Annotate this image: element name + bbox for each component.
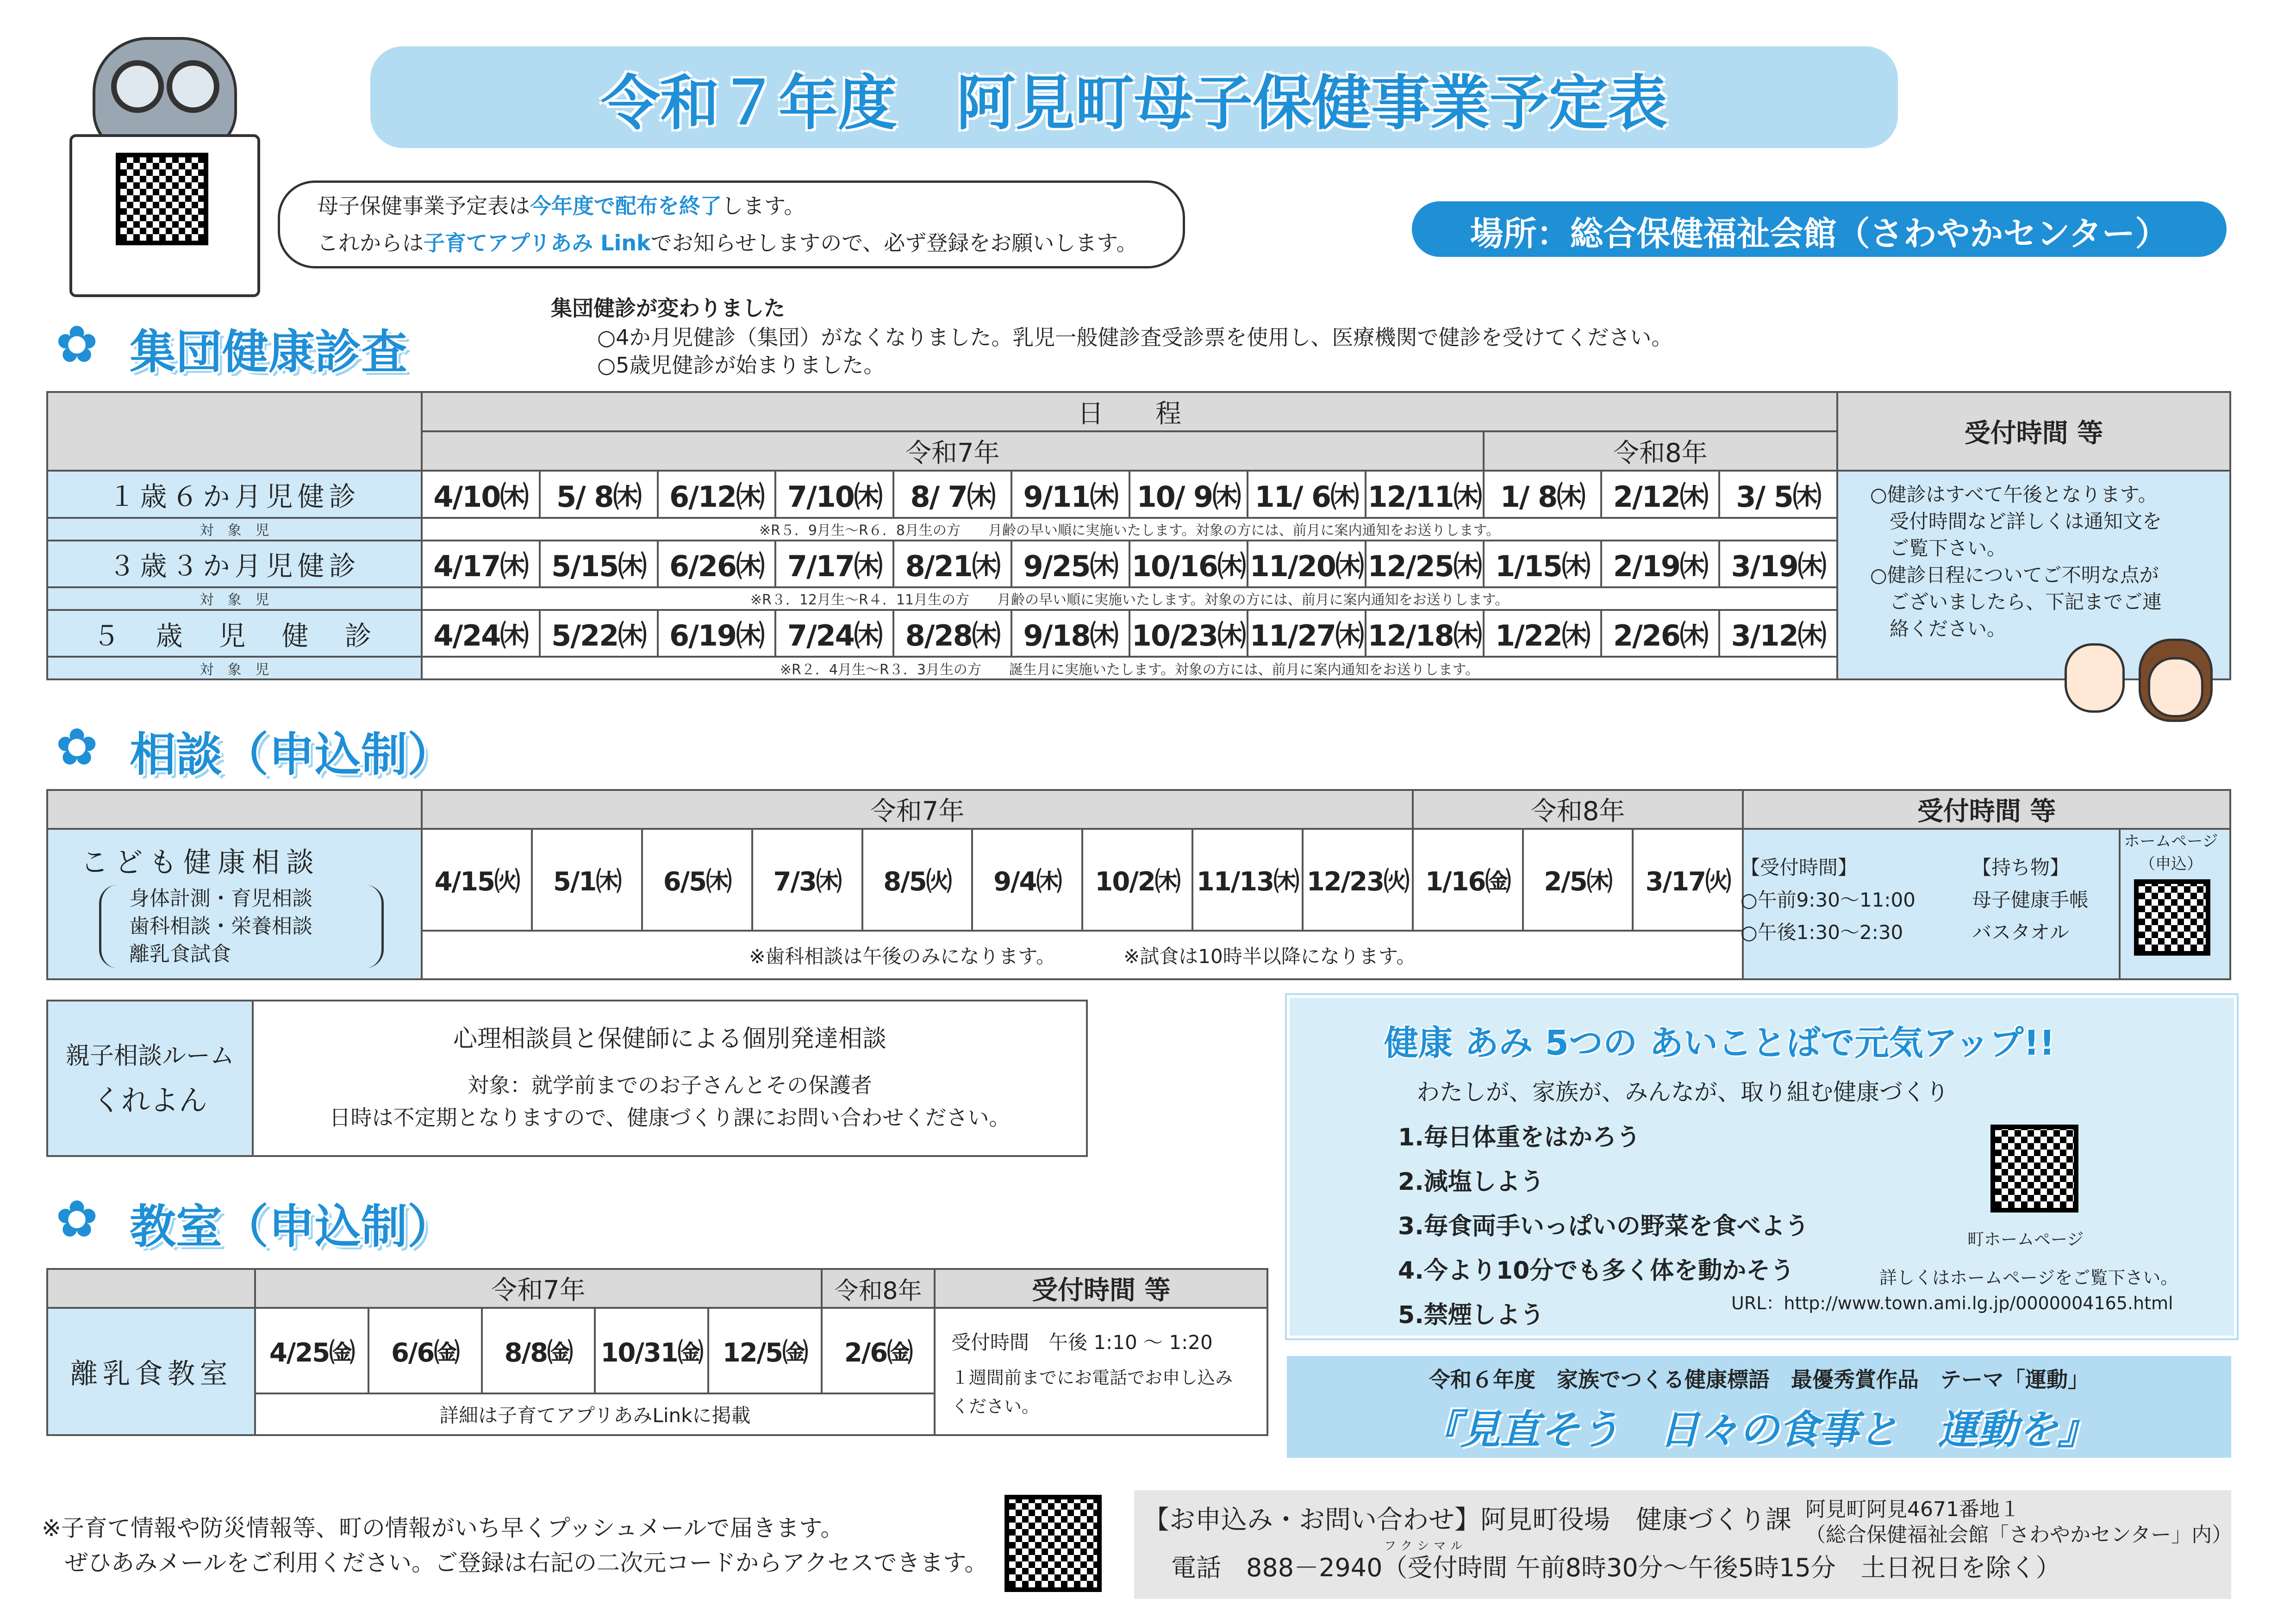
page-title: 令和７年度 阿見町母子保健事業予定表 xyxy=(600,69,1667,138)
health-item: 3.毎食両手いっぱいの野菜を食べよう xyxy=(1398,1213,1809,1240)
reception-line: 受付時間など詳しくは通知文を xyxy=(1870,510,2162,533)
checkup-date: 4/10㈭ xyxy=(422,471,540,517)
class-date: 12/5㈮ xyxy=(708,1308,822,1393)
health-detail: 詳しくはホームページをご覧下さい。 xyxy=(1879,1268,2178,1288)
target-note: ※R５．9月生～R６．8月生の方 月齢の早い順に実施いたします。対象の方には、前月に案内通知をお送りします。 xyxy=(422,518,1837,541)
checkup-date: 2/19㈭ xyxy=(1601,541,1719,587)
era-2026: 令和8年 xyxy=(1484,431,1837,471)
target-label: 対 象 児 xyxy=(47,587,422,610)
consult-item: 身体計測・育児相談 xyxy=(129,886,312,910)
checkup-date: 12/18㈭ xyxy=(1366,610,1484,657)
consult-date: 8/5㈫ xyxy=(862,829,973,931)
change-line-2: ○5歳児健診が始まりました。 xyxy=(597,353,885,378)
health-item: 5.禁煙しよう xyxy=(1398,1301,1544,1329)
notice-text: でお知らせしますので、必ず登録をお願いします。 xyxy=(650,230,1138,255)
checkup-date: 7/10㈭ xyxy=(775,471,893,517)
consult-date: 6/5㈭ xyxy=(642,829,752,931)
town-hp-label: 町ホームページ xyxy=(1967,1230,2084,1249)
checkup-date: 7/17㈭ xyxy=(775,541,893,587)
consult-item: 離乳食試食 xyxy=(129,942,231,966)
app-name: 子育てアプリあみ Link xyxy=(424,230,651,255)
target-label: 対 象 児 xyxy=(47,518,422,541)
checkup-date: 8/28㈭ xyxy=(893,610,1011,657)
oyako-nickname: くれよん xyxy=(92,1083,207,1117)
town-hp-qr-code-icon[interactable] xyxy=(1990,1125,2078,1213)
class-reception xyxy=(951,1328,1233,1421)
notice-bubble xyxy=(278,180,1185,268)
health-url[interactable]: URL：http://www.town.ami.lg.jp/0000004165.html xyxy=(1731,1293,2173,1313)
consult-item: 歯科相談・栄養相談 xyxy=(129,914,312,938)
mail-qr-code-icon[interactable] xyxy=(1004,1495,1102,1592)
section-title-kenshin: 集団健康診査 xyxy=(130,325,407,379)
target-note: ※R２．4月生～R３．3月生の方 誕生月に実施いたします。対象の方には、前月に案内通知をお送りします。 xyxy=(422,657,1837,679)
consult-reception xyxy=(1741,852,1915,949)
checkup-date: 6/26㈭ xyxy=(658,541,776,587)
oyako-name: 親子相談ルーム xyxy=(65,1042,234,1070)
class-time: 受付時間 午後 1:10 ～ 1:20 xyxy=(951,1331,1213,1354)
checkup-name: ５ 歳 児 健 診 xyxy=(47,610,422,657)
oyako-table xyxy=(46,1000,1088,1157)
checkup-date: 9/11㈭ xyxy=(1011,471,1129,517)
reception-header: 受付時間 等 xyxy=(1743,790,2230,829)
bring-item: 母子健康手帳 xyxy=(1972,889,2089,911)
bring-item: バスタオル xyxy=(1972,921,2070,944)
schedule-header: 日 程 xyxy=(422,392,1837,431)
era-2025: 令和7年 xyxy=(255,1269,822,1308)
time-label: 【受付時間】 xyxy=(1741,856,1858,879)
bring-label: 【持ち物】 xyxy=(1972,856,2070,879)
checkup-date: 1/15㈭ xyxy=(1484,541,1602,587)
award-line-1: 令和６年度 家族でつくる健康標語 最優秀賞作品 テーマ「運動」 xyxy=(1429,1367,2089,1392)
checkup-date: 3/ 5㈭ xyxy=(1719,471,1837,517)
checkup-date: 10/16㈭ xyxy=(1129,541,1248,587)
checkup-date: 6/19㈭ xyxy=(658,610,776,657)
consult-name: こども健康相談 xyxy=(81,846,320,879)
checkup-date: 10/ 9㈭ xyxy=(1129,471,1248,517)
checkup-date: 8/21㈭ xyxy=(893,541,1011,587)
consult-date: 4/15㈫ xyxy=(422,829,532,931)
contact-tel[interactable]: 電話 888－2940（受付時間 午前8時30分～午後5時15分 土日祝日を除く） xyxy=(1171,1553,2061,1582)
address-line-1: 阿見町阿見4671番地１ xyxy=(1805,1498,2020,1521)
consult-qr-code-icon[interactable] xyxy=(2134,879,2210,956)
checkup-date: 10/23㈭ xyxy=(1129,610,1248,657)
class-apply-note: １週間前までにお電話でお申し込み xyxy=(951,1368,1233,1388)
oyako-name-cell xyxy=(47,1001,253,1156)
consult-name-cell xyxy=(47,829,422,979)
consult-bring xyxy=(1972,852,2089,949)
class-date: 2/6㈮ xyxy=(822,1308,935,1393)
checkup-date: 4/17㈭ xyxy=(422,541,540,587)
checkup-date: 1/22㈭ xyxy=(1484,610,1602,657)
consult-date: 11/13㈭ xyxy=(1192,829,1303,931)
checkup-date: 3/19㈭ xyxy=(1719,541,1837,587)
era-2026: 令和8年 xyxy=(1413,790,1743,829)
checkup-date: 2/12㈭ xyxy=(1601,471,1719,517)
class-name: 離乳食教室 xyxy=(47,1308,255,1435)
consult-date: 2/5㈭ xyxy=(1523,829,1633,931)
checkup-date: 5/15㈭ xyxy=(540,541,658,587)
consult-date: 1/16㈮ xyxy=(1413,829,1523,931)
oyako-detail-cell xyxy=(253,1001,1087,1156)
change-line-1: ○4か月児健診（集団）がなくなりました。乳児一般健診査受診票を使用し、医療機関で健診を受けてください。 xyxy=(597,325,1673,350)
checkup-date: 2/26㈭ xyxy=(1601,610,1719,657)
checkup-date: 11/27㈭ xyxy=(1248,610,1366,657)
class-date: 6/6㈮ xyxy=(368,1308,482,1393)
consult-note-dental: ※歯科相談は午後のみになります。 xyxy=(749,945,1046,968)
checkup-date: 11/20㈭ xyxy=(1248,541,1366,587)
checkup-date: 9/18㈭ xyxy=(1011,610,1129,657)
oyako-line: 対象：就学前までのお子さんとその保護者 xyxy=(468,1073,872,1098)
hp-apply-label: ホームページ（申込） xyxy=(2124,832,2218,873)
class-date: 8/8㈮ xyxy=(482,1308,595,1393)
flower-icon: ✿ xyxy=(56,717,99,777)
consult-date: 10/2㈭ xyxy=(1082,829,1192,931)
section-title-soudan: 相談（申込制） xyxy=(130,728,454,782)
consult-date: 3/17㈫ xyxy=(1633,829,1743,931)
health-item: 4.今より10分でも多く体を動かそう xyxy=(1398,1257,1795,1285)
reception-line: ○健診はすべて午後となります。 xyxy=(1870,483,2158,506)
reception-line: ご覧下さい。 xyxy=(1870,537,2007,560)
checkup-date: 4/24㈭ xyxy=(422,610,540,657)
contact-title: 【お申込み・お問い合わせ】阿見町役場 健康づくり課 xyxy=(1143,1505,1791,1535)
consult-date: 5/1㈭ xyxy=(532,829,642,931)
mail-info-1: ※子育て情報や防災情報等、町の情報がいち早くプッシュメールで届きます。 xyxy=(42,1515,844,1542)
kenshin-reception-text xyxy=(1870,481,2162,642)
mail-info-2: ぜひあみメールをご利用ください。ご登録は右記の二次元コードからアクセスできます。 xyxy=(65,1549,988,1576)
consult-notes xyxy=(422,931,1743,979)
checkup-date: 5/ 8㈭ xyxy=(540,471,658,517)
reception-line: ございましたら、下記までご連 xyxy=(1870,591,2162,613)
tel-furigana: フクシマル xyxy=(1384,1539,1467,1553)
time-am: ○午前9:30～11:00 xyxy=(1741,889,1916,911)
checkup-date: 12/25㈭ xyxy=(1366,541,1484,587)
reception-line: 絡ください。 xyxy=(1870,617,2007,640)
address-line-2: （総合保健福祉会館「さわやかセンター」内） xyxy=(1805,1523,2233,1547)
oyako-line: 日時は不定期となりますので、健康づくり課にお問い合わせください。 xyxy=(329,1105,1011,1130)
target-note: ※R３．12月生～R４．11月生の方 月齢の早い順に実施いたします。対象の方には、前月に案内通知をお送りします。 xyxy=(422,587,1837,610)
oyako-line: 心理相談員と保健師による個別発達相談 xyxy=(453,1025,886,1053)
notice-text: します。 xyxy=(722,193,805,218)
app-qr-code-icon[interactable] xyxy=(116,153,208,245)
era-2026: 令和8年 xyxy=(822,1269,935,1308)
health-item: 2.減塩しよう xyxy=(1398,1168,1544,1196)
mascot-illustration xyxy=(65,28,259,287)
checkup-date: 6/12㈭ xyxy=(658,471,776,517)
consult-date: 7/3㈭ xyxy=(752,829,862,931)
target-label: 対 象 児 xyxy=(47,657,422,679)
checkup-name: １歳６か月児健診 xyxy=(47,471,422,517)
notice-text: 母子保健事業予定表は xyxy=(317,193,530,218)
consult-note-food: ※試食は10時半以降になります。 xyxy=(1123,945,1416,968)
checkup-date: 3/12㈭ xyxy=(1719,610,1837,657)
checkup-name: ３歳３か月児健診 xyxy=(47,541,422,587)
reception-header: 受付時間 等 xyxy=(1837,392,2230,471)
reception-line: ○健診日程についてご不明な点が xyxy=(1870,564,2159,586)
consult-items xyxy=(99,885,384,968)
place-text: 場所：総合保健福祉会館（さわやかセンター） xyxy=(1470,214,2169,253)
health-subtitle: わたしが、家族が、みんなが、取り組む健康づくり xyxy=(1416,1079,1949,1106)
era-2025: 令和7年 xyxy=(422,790,1412,829)
era-2025: 令和7年 xyxy=(422,431,1484,471)
section-title-kyoushitsu: 教室（申込制） xyxy=(130,1200,454,1254)
class-apply-note: ください。 xyxy=(951,1396,1040,1417)
checkup-date: 5/22㈭ xyxy=(540,610,658,657)
consult-date: 12/23㈫ xyxy=(1303,829,1413,931)
notice-text: これからは xyxy=(317,230,424,255)
change-title: 集団健診が変わりました xyxy=(551,296,785,321)
checkup-date: 11/ 6㈭ xyxy=(1248,471,1366,517)
checkup-date: 8/ 7㈭ xyxy=(893,471,1011,517)
consult-date: 9/4㈭ xyxy=(972,829,1082,931)
doctor-family-illustration xyxy=(2055,629,2222,750)
time-pm: ○午後1:30～2:30 xyxy=(1741,921,1903,944)
class-date: 10/31㈮ xyxy=(595,1308,708,1393)
checkup-date: 1/ 8㈭ xyxy=(1484,471,1602,517)
flower-icon: ✿ xyxy=(56,1189,99,1249)
health-item: 1.毎日体重をはかろう xyxy=(1398,1124,1641,1151)
flower-icon: ✿ xyxy=(56,315,99,374)
class-note: 詳細は子育てアプリあみLinkに掲載 xyxy=(255,1393,935,1435)
health-title: 健康 あみ 5つの あいことばで元気アップ!! xyxy=(1384,1023,2055,1063)
checkup-date: 7/24㈭ xyxy=(775,610,893,657)
checkup-date: 12/11㈭ xyxy=(1366,471,1484,517)
notice-emphasis: 今年度で配布を終了 xyxy=(530,193,722,218)
reception-header: 受付時間 等 xyxy=(935,1269,1267,1308)
checkup-date: 9/25㈭ xyxy=(1011,541,1129,587)
class-date: 4/25㈮ xyxy=(255,1308,368,1393)
award-slogan: 『見直そう 日々の食事と 運動を』 xyxy=(1421,1407,2097,1453)
